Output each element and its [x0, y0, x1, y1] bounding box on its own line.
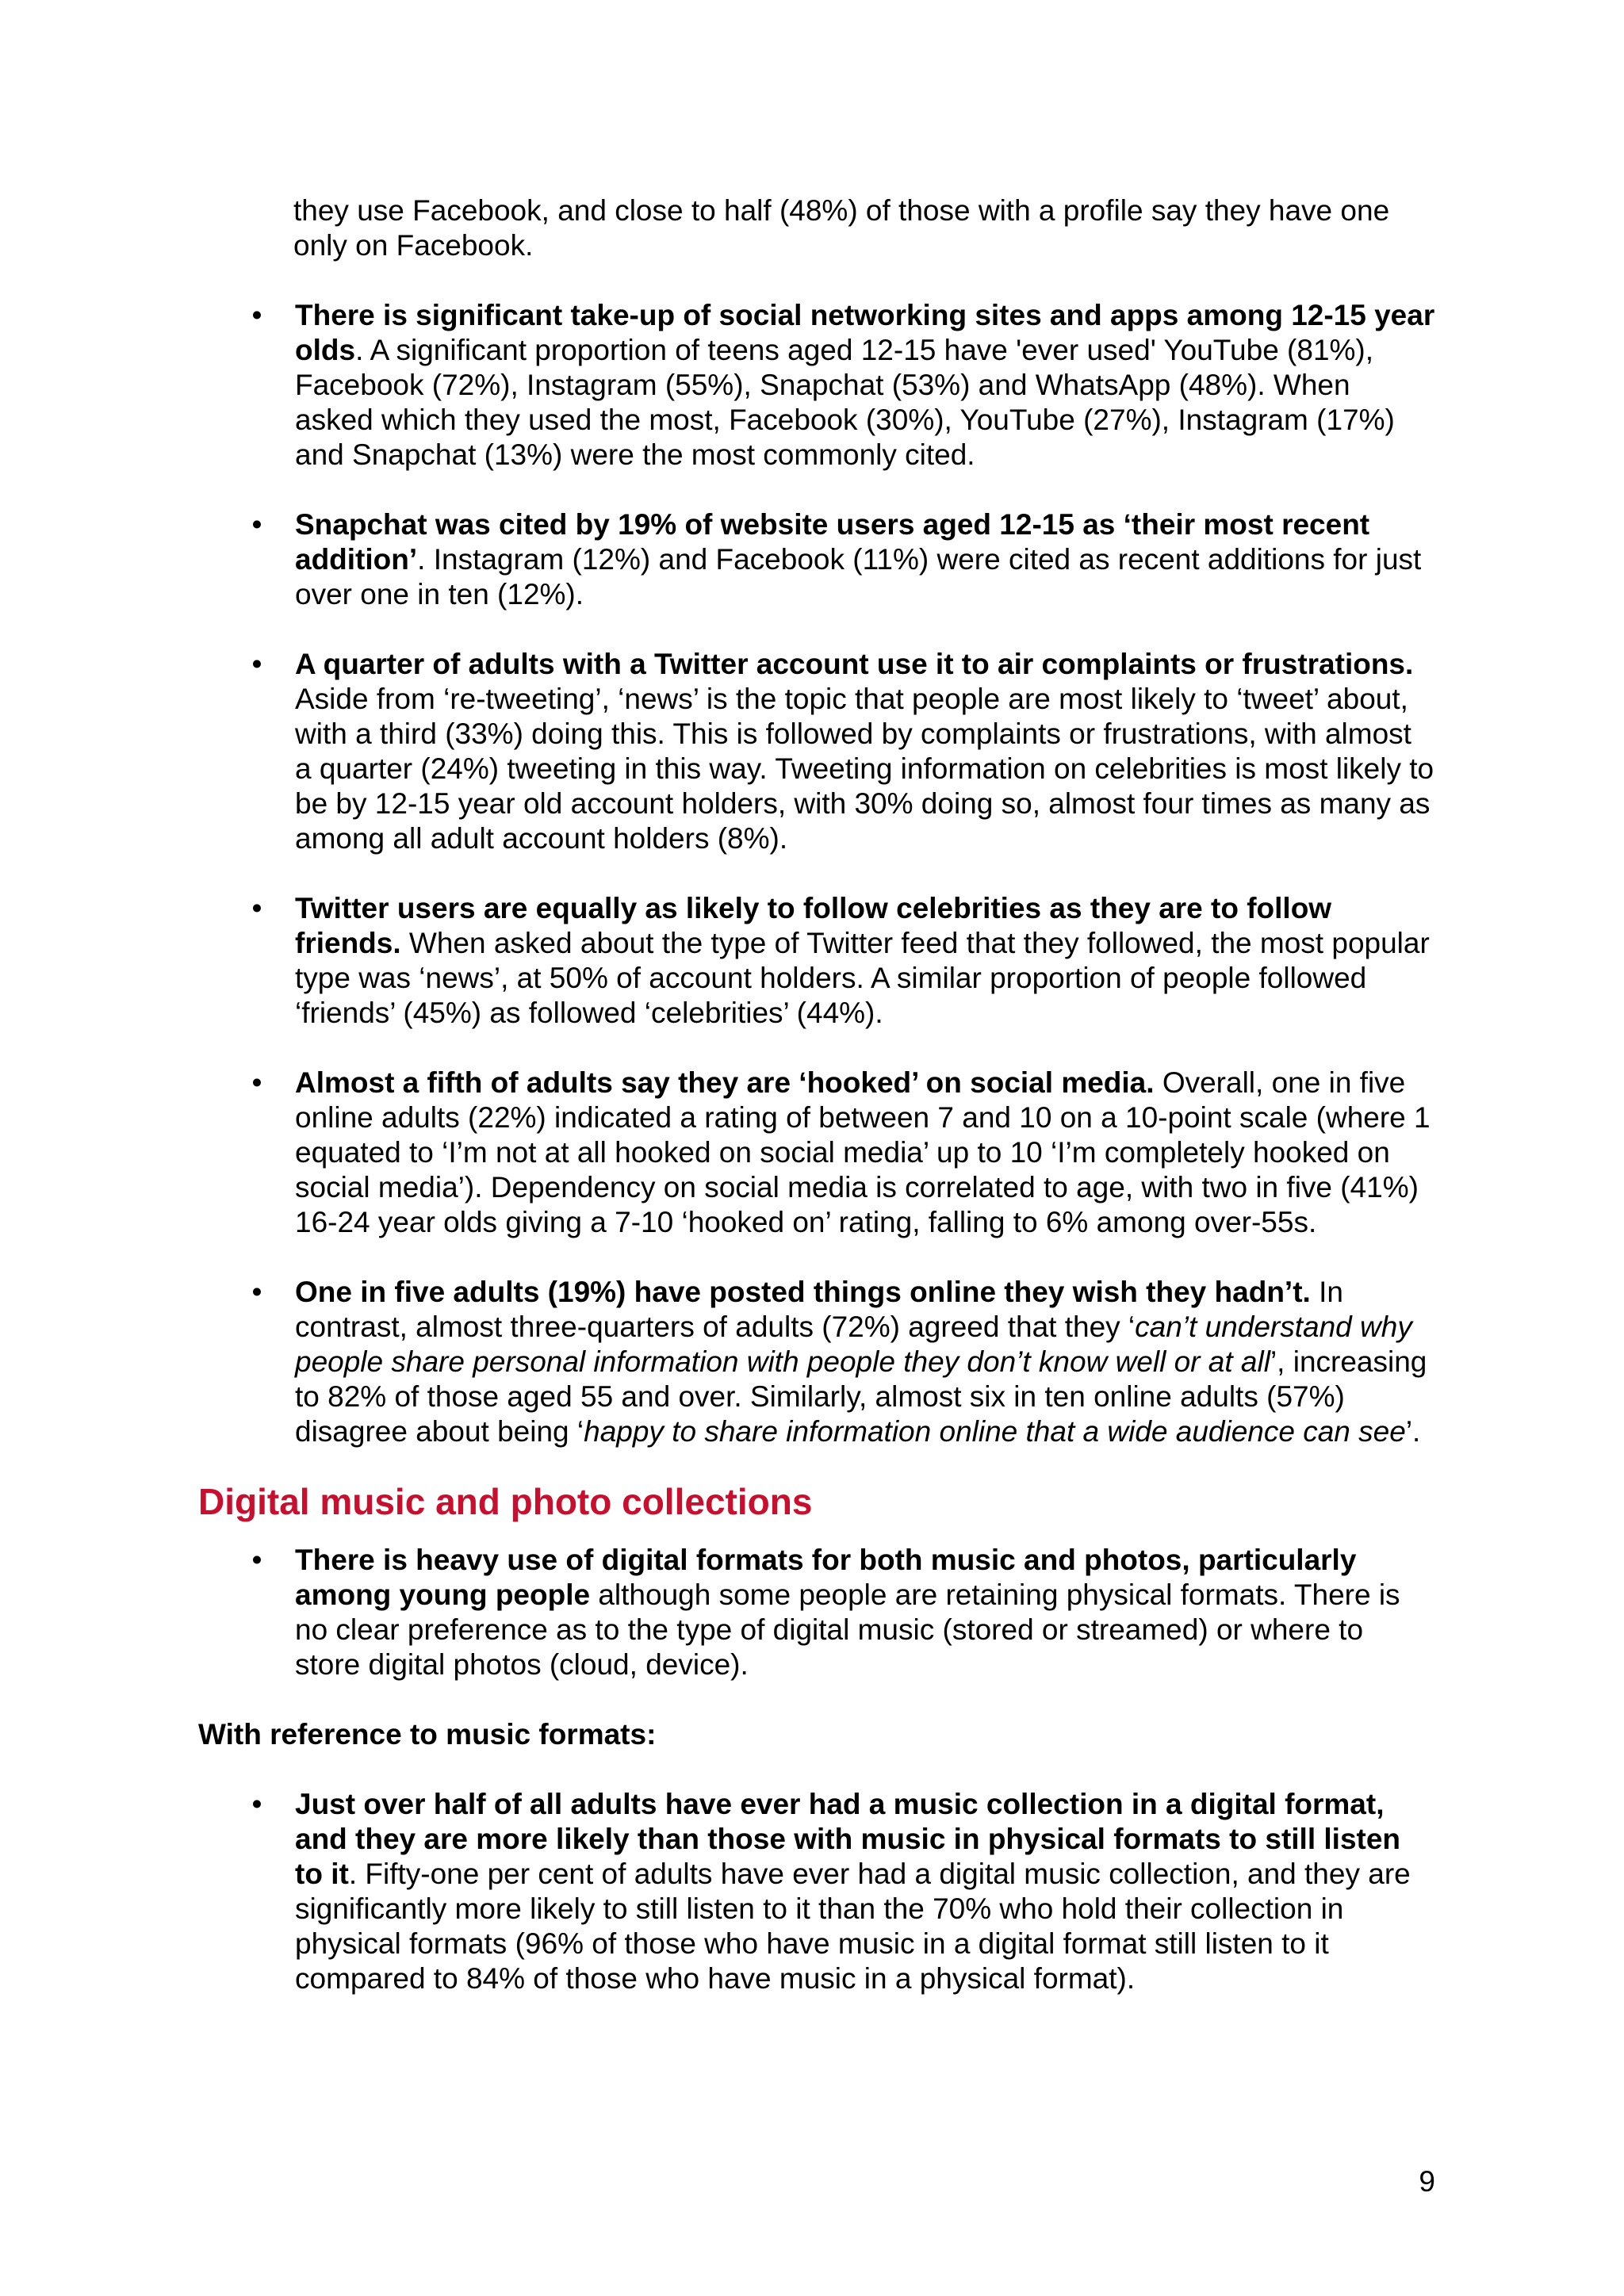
bullet-icon: • [251, 1788, 262, 1820]
bullet-lead: Almost a fifth of adults say they are ‘hooked’ on social media. [295, 1066, 1155, 1099]
bullet-icon: • [251, 1276, 262, 1308]
bullet-quote: happy to share information online that a wide audience can see [584, 1415, 1406, 1448]
bullet-icon: • [251, 892, 262, 924]
section-heading: Digital music and photo collections [198, 1481, 813, 1522]
social-media-bullet-list [198, 298, 1435, 1449]
bullet-body: ’, increasing to 82% of those aged 55 and over. Similarly, almost six in ten online adults (57%) disagree about being ‘ [295, 1345, 1427, 1448]
subheading: With reference to music formats: [198, 1718, 657, 1751]
bullet-item-twitter-follow [198, 891, 1435, 1031]
bullet-icon: • [251, 648, 262, 680]
bullet-lead: There is significant take-up of social networking sites and apps among 12-15 year olds [295, 299, 1435, 366]
bullet-body: Overall, one in five online adults (22%) indicated a rating of between 7 and 10 on a 10-point scale (where 1 equated to ‘I’m not at all hooked on social media’ up to 10 ‘I’m completely hooked on social media’). Dependency on social media is correlated to age, with two in five (41%) 16-24 year olds giving a 7-10 ‘hooked on’ rating, falling to 6% among over-55s. [295, 1066, 1431, 1238]
bullet-item-hooked [198, 1066, 1435, 1240]
bullet-body: When asked about the type of Twitter feed that they followed, the most popular type was ‘news’, at 50% of account holders. A similar proportion of people followed ‘friends’ (45%) as followed ‘celebrities’ (44%). [295, 927, 1430, 1029]
bullet-item-posted-regret [198, 1275, 1435, 1449]
bullet-icon: • [251, 299, 262, 331]
bullet-item-music-collection [198, 1787, 1435, 1996]
bullet-lead: A quarter of adults with a Twitter account use it to air complaints or frustrations. [295, 648, 1414, 680]
bullet-lead: Snapchat was cited by 19% of website users aged 12-15 as ‘their most recent addition’ [295, 508, 1370, 576]
bullet-body: . Fifty-one per cent of adults have ever had a digital music collection, and they are significantly more likely to still listen to it than the 70% who hold their collection in physical formats (96% of those who have music in a digital format still listen to it compared to 84% of those who have music in a physical format). [295, 1858, 1411, 1995]
bullet-icon: • [251, 1066, 262, 1099]
bullet-body: ’. [1405, 1415, 1421, 1448]
bullet-body: In contrast, almost three-quarters of adults (72%) agreed that they ‘ [295, 1276, 1343, 1343]
bullet-quote: can’t understand why people share personal information with people they don’t know well or at all [295, 1311, 1412, 1378]
bullet-body: . A significant proportion of teens aged 12-15 have 'ever used' YouTube (81%), Facebook (72%), Instagram (55%), Snapchat (53%) and WhatsApp (48%). When asked which they used the most, Facebook (30%), YouTube (27%), Instagram (17%) and Snapchat (13%) were the most commonly cited. [295, 334, 1395, 471]
bullet-item-digital-formats [198, 1543, 1435, 1682]
bullet-body: although some people are retaining physical formats. There is no clear preference as to the type of digital music (stored or streamed) or where to store digital photos (cloud, device). [295, 1578, 1400, 1681]
bullet-body: Aside from ‘re-tweeting’, ‘news’ is the topic that people are most likely to ‘tweet’ about, with a third (33%) doing this. This is followed by complaints or frustrations, with almost a quarter (24%) tweeting in this way. Tweeting information on celebrities is most likely to be by 12-15 year old account holders, with 30% doing so, almost four times as many as among all adult account holders (8%). [295, 683, 1434, 855]
bullet-item-twitter-complaints [198, 647, 1435, 856]
bullet-item-snapchat [198, 507, 1435, 612]
bullet-body: . Instagram (12%) and Facebook (11%) were cited as recent additions for just over one in ten (12%). [295, 543, 1422, 610]
digital-formats-bullet-list [198, 1543, 1435, 1682]
bullet-lead: There is heavy use of digital formats for both music and photos, particularly among young people [295, 1544, 1357, 1611]
bullet-lead: Twitter users are equally as likely to follow celebrities as they are to follow friends. [295, 892, 1332, 959]
music-formats-bullet-list [198, 1787, 1435, 1996]
bullet-lead: One in five adults (19%) have posted things online they wish they hadn’t. [295, 1276, 1311, 1308]
bullet-icon: • [251, 1544, 262, 1576]
continued-paragraph: they use Facebook, and close to half (48%) of those with a profile say they have one only on Facebook. [293, 194, 1390, 262]
page-content [198, 193, 1435, 2031]
bullet-lead: Just over half of all adults have ever had a music collection in a digital format, and they are more likely than those with music in physical formats to still listen to it [295, 1788, 1401, 1890]
bullet-item-teen-takeup [198, 298, 1435, 473]
page-number: 9 [1419, 2165, 1435, 2198]
bullet-icon: • [251, 508, 262, 541]
